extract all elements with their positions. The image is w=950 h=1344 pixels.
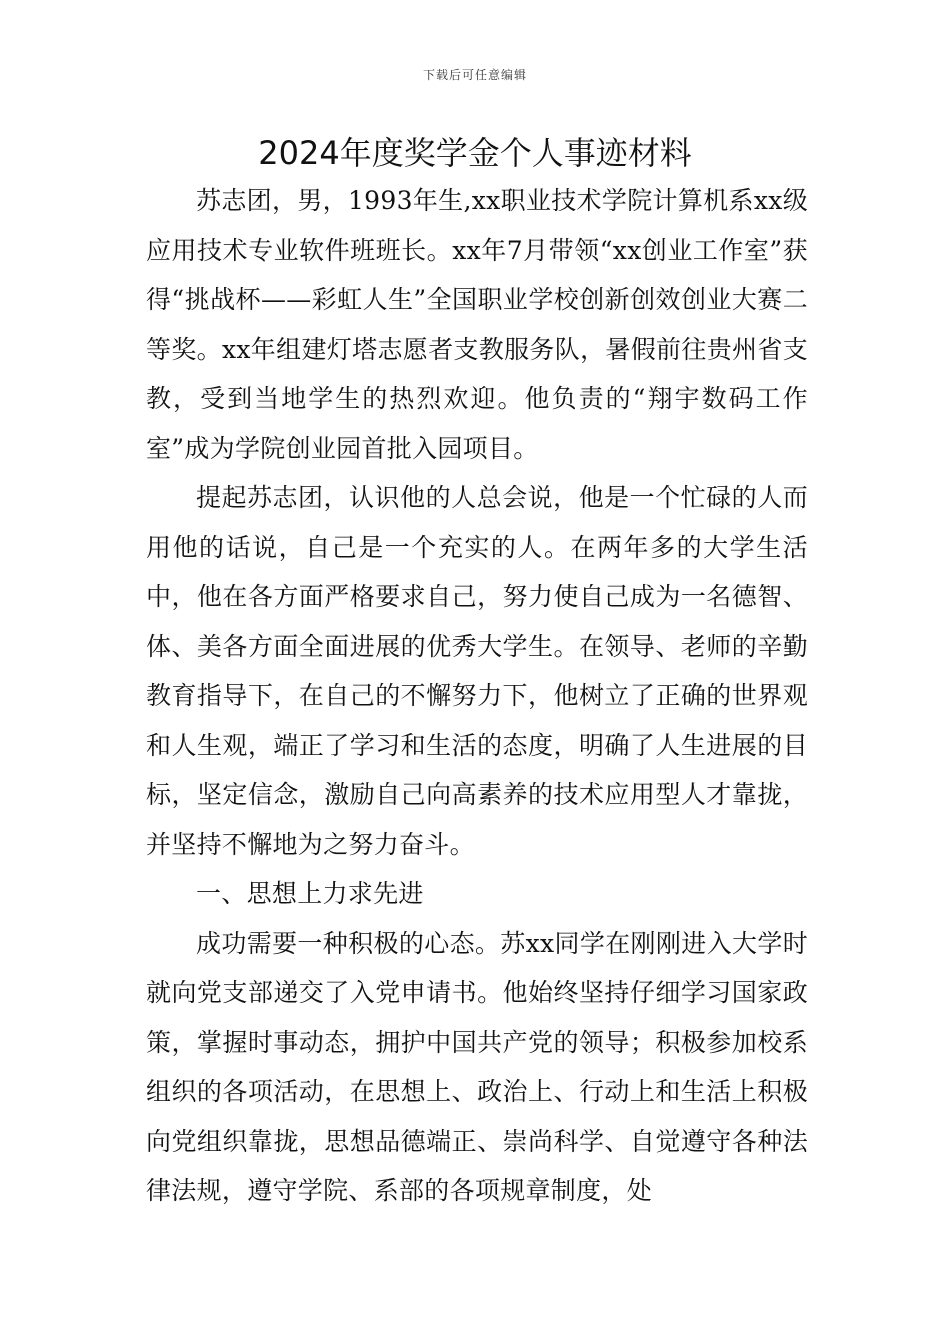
paragraph-intro: 苏志团，男，1993年生,xx职业技术学院计算机系xx级应用技术专业软件班班长。xx年7月带领“xx创业工作室”获得“挑战杯——彩虹人生”全国职业学校创新创效创业大赛二等奖。xx年组建灯塔志愿者支教服务队，暑假前往贵州省支教，受到当地学生的热烈欢迎。他负责的“翔宇数码工作室”成为学院创业园首批入园项目。 [146,186,808,463]
paragraph-character: 提起苏志团，认识他的人总会说，他是一个忙碌的人而用他的话说，自己是一个充实的人。在两年多的大学生活中，他在各方面严格要求自己，努力使自己成为一名德智、体、美各方面全面进展的优秀大学生。在领导、老师的辛勤教育指导下，在自己的不懈努力下，他树立了正确的世界观和人生观，端正了学习和生活的态度，明确了人生进展的目标，坚定信念，激励自己向高素养的技术应用型人才靠拢，并坚持不懈地为之努力奋斗。 [146,483,808,859]
header-note: 下载后可任意编辑 [422,68,527,82]
document-title: 2024年度奖学金个人事迹材料 [258,134,692,172]
paragraph-ideology: 成功需要一种积极的心态。苏xx同学在刚刚进入大学时就向党支部递交了入党申请书。他始终坚持仔细学习国家政策，掌握时事动态，拥护中国共产党的领导；积极参加校系组织的各项活动，在思想上、政治上、行动上和生活上积极向党组织靠拢，思想品德端正、崇尚科学、自觉遵守各种法律法规，遵守学院、系部的各项规章制度，处 [146,928,808,1205]
section-heading: 一、思想上力求先进 [196,879,424,908]
document-body [146,176,808,1216]
